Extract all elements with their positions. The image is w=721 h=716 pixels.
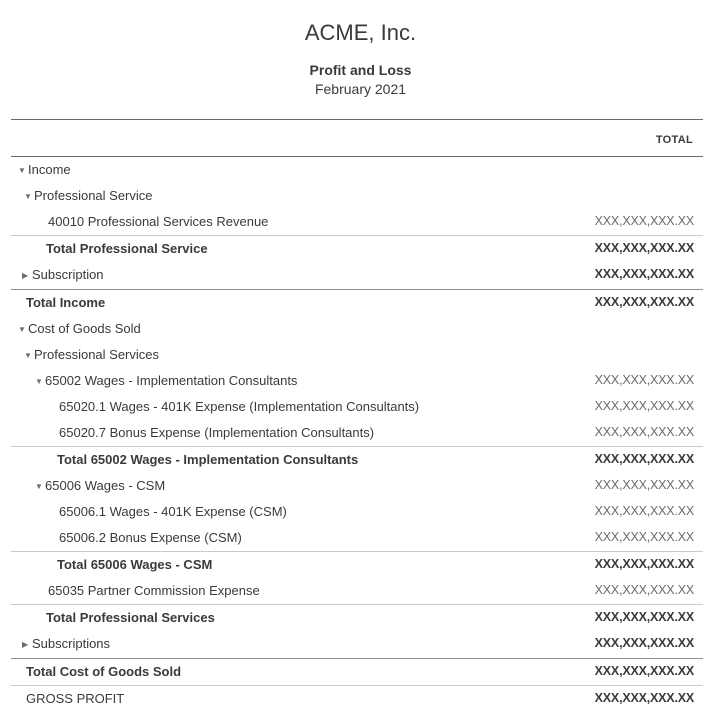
row-label: 65006.2 Bonus Expense (CSM) [59, 530, 242, 545]
account-row[interactable] [11, 209, 703, 235]
row-label: Total Professional Services [46, 610, 215, 625]
total-row-income[interactable] [11, 289, 703, 316]
account-row[interactable] [11, 499, 703, 525]
row-amount[interactable]: XXX,XXX,XXX.XX [594, 504, 694, 518]
row-label: Total Cost of Goods Sold [26, 664, 182, 679]
total-row-cogs[interactable] [11, 658, 703, 685]
section-row-subscription[interactable] [11, 262, 703, 288]
row-amount[interactable]: XXX,XXX,XXX.XX [594, 583, 694, 597]
total-row-professional-services[interactable] [11, 604, 703, 631]
row-amount[interactable]: XXX,XXX,XXX.XX [594, 452, 694, 466]
row-label: Income [28, 162, 71, 177]
row-label: 65006.1 Wages - 401K Expense (CSM) [59, 504, 287, 519]
row-amount[interactable]: XXX,XXX,XXX.XX [594, 478, 694, 492]
row-label: Total Professional Service [46, 241, 208, 256]
row-amount[interactable]: XXX,XXX,XXX.XX [594, 636, 694, 650]
row-label: 40010 Professional Services Revenue [48, 214, 269, 229]
report-period: February 2021 [314, 81, 407, 97]
row-label: GROSS PROFIT [26, 691, 125, 706]
total-row-professional-service[interactable] [11, 235, 703, 262]
row-label: Cost of Goods Sold [28, 321, 141, 336]
row-label: Total 65006 Wages - CSM [57, 557, 213, 572]
row-label: Total 65002 Wages - Implementation Consultants [57, 452, 359, 467]
row-amount[interactable]: XXX,XXX,XXX.XX [594, 425, 694, 439]
section-row-cogs[interactable] [11, 316, 703, 342]
row-amount[interactable]: XXX,XXX,XXX.XX [594, 557, 694, 571]
account-row[interactable] [11, 578, 703, 604]
section-row-65002[interactable] [11, 368, 703, 394]
account-row[interactable] [11, 420, 703, 446]
row-amount[interactable]: XXX,XXX,XXX.XX [594, 610, 694, 624]
section-row-income[interactable] [11, 157, 703, 183]
total-row-65002[interactable] [11, 446, 703, 473]
row-label: Total Income [26, 295, 106, 310]
caret-down-icon[interactable]: ▼ [18, 166, 26, 175]
row-label: 65035 Partner Commission Expense [48, 583, 260, 598]
caret-down-icon[interactable]: ▼ [35, 482, 43, 491]
header-divider [11, 119, 703, 120]
row-label: Subscriptions [32, 636, 111, 651]
caret-right-icon[interactable]: ▶ [22, 271, 29, 280]
row-amount[interactable]: XXX,XXX,XXX.XX [594, 267, 694, 281]
gross-profit-row[interactable] [11, 685, 703, 712]
row-amount[interactable]: XXX,XXX,XXX.XX [594, 530, 694, 544]
row-amount[interactable]: XXX,XXX,XXX.XX [594, 399, 694, 413]
section-row-professional-service[interactable] [11, 183, 703, 209]
section-row-professional-services[interactable] [11, 342, 703, 368]
report-title: Profit and Loss [309, 62, 412, 78]
row-amount[interactable]: XXX,XXX,XXX.XX [594, 664, 694, 678]
company-name: ACME, Inc. [304, 20, 417, 45]
column-header-total[interactable]: TOTAL [655, 134, 693, 146]
caret-right-icon[interactable]: ▶ [22, 640, 29, 649]
row-amount[interactable]: XXX,XXX,XXX.XX [594, 373, 694, 387]
caret-down-icon[interactable]: ▼ [24, 192, 32, 201]
row-label: 65002 Wages - Implementation Consultants [45, 373, 298, 388]
caret-down-icon[interactable]: ▼ [35, 377, 43, 386]
row-label: 65006 Wages - CSM [45, 478, 166, 493]
row-label: Professional Services [34, 347, 159, 362]
section-row-subscriptions[interactable] [11, 631, 703, 657]
account-row[interactable] [11, 525, 703, 551]
row-amount[interactable]: XXX,XXX,XXX.XX [594, 214, 694, 228]
row-label: Professional Service [34, 188, 153, 203]
row-amount[interactable]: XXX,XXX,XXX.XX [594, 241, 694, 255]
account-row[interactable] [11, 394, 703, 420]
section-row-65006[interactable] [11, 473, 703, 499]
total-row-65006[interactable] [11, 551, 703, 578]
row-amount[interactable]: XXX,XXX,XXX.XX [594, 295, 694, 309]
row-label: Subscription [32, 267, 104, 282]
caret-down-icon[interactable]: ▼ [18, 325, 26, 334]
row-label: 65020.1 Wages - 401K Expense (Implementation Consultants) [59, 399, 420, 414]
caret-down-icon[interactable]: ▼ [24, 351, 32, 360]
row-label: 65020.7 Bonus Expense (Implementation Consultants) [59, 425, 375, 440]
row-amount[interactable]: XXX,XXX,XXX.XX [594, 691, 694, 705]
